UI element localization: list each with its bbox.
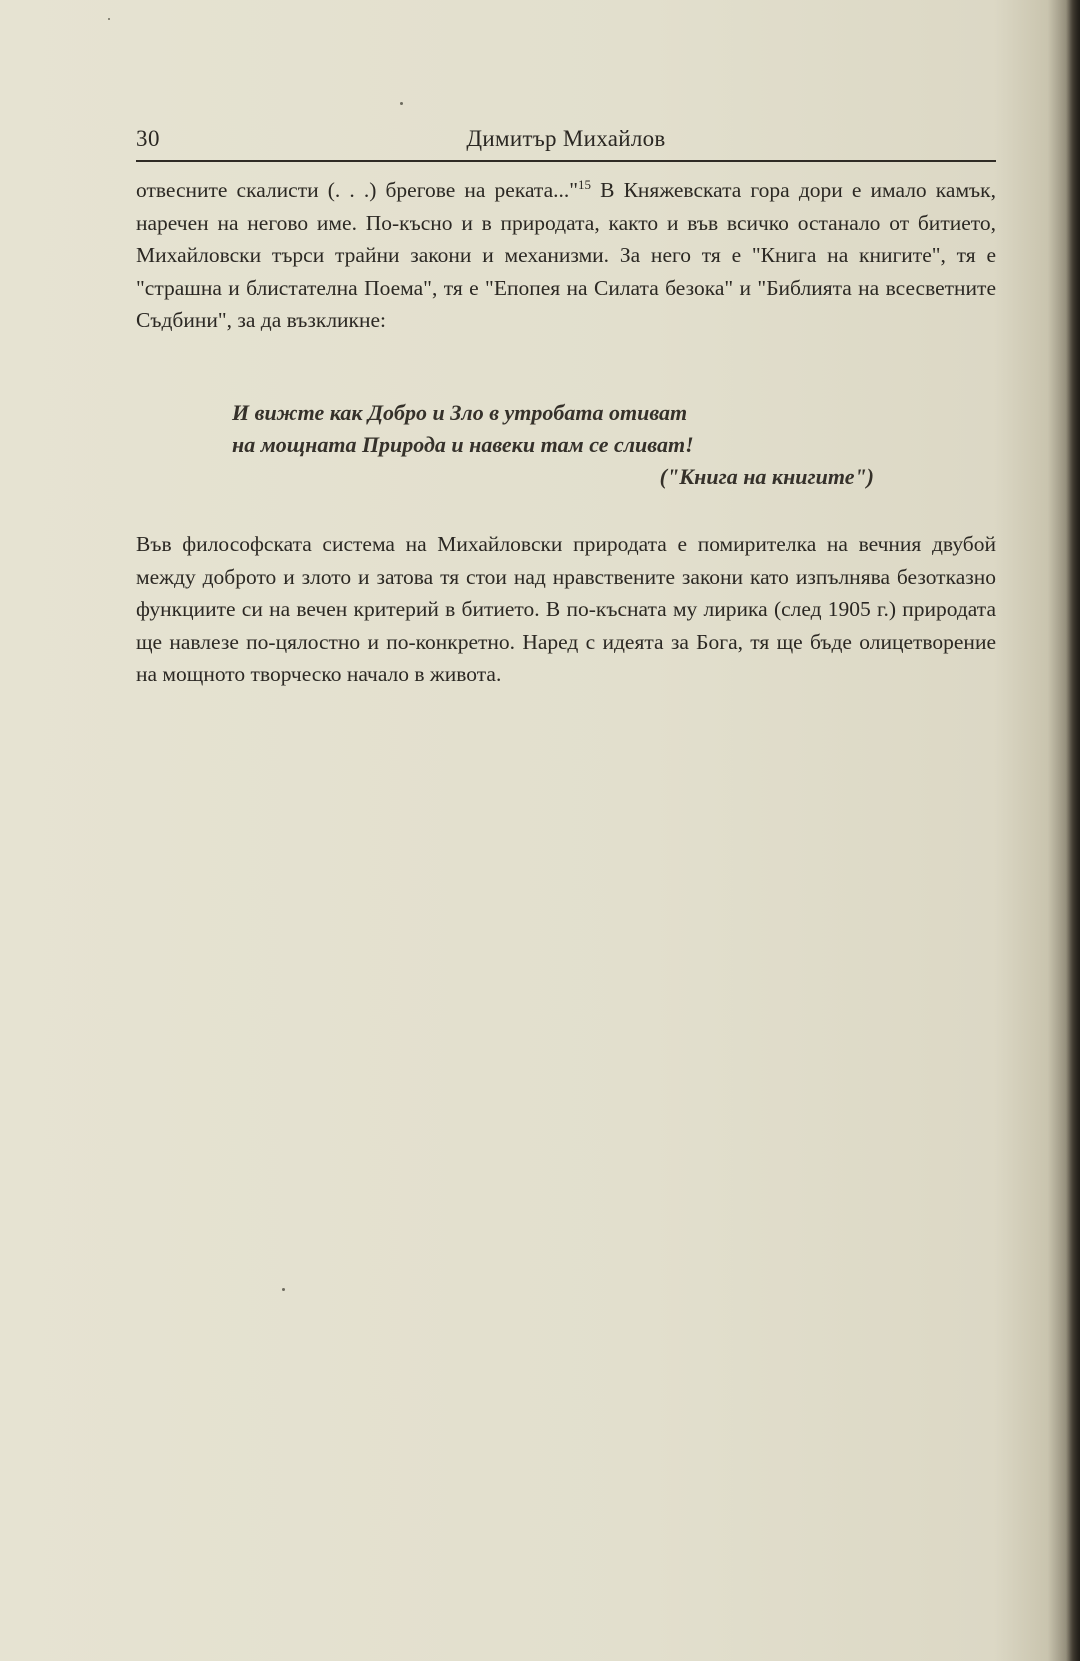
paper-speck xyxy=(400,102,403,105)
paragraph-1 xyxy=(136,174,996,337)
verse-line-2: на мощната Природа и навеки там се сливат! xyxy=(232,432,694,457)
paragraph-1-rest: В Княжевската гора дори е имало камък, наречен на негово име. По-късно и в природата, както и във всичко останало от битието, Михайловски търси трайни закони и механизми. За него тя е "Книга на книгите", тя е "страшна и блистателна Поема", тя е "Епопея на Силата безока" и "Библията на всесветните Съдбини", за да възкликне: xyxy=(136,178,996,332)
paragraph-2: Във философската система на Михайловски природата е помирителка на вечния двубой между доброто и злото и затова тя стои над нравствените закони като изпълнява безотказно функциите си на вечен критерий в битието. В по-късната му лирика (след 1905 г.) природата ще навлезе по-цялостно и по-конкретно. Наред с идеята за Бога, тя ще бъде олицетворение на мощното творческо начало в живота. xyxy=(136,532,996,686)
paragraph-1-start: отвесните скалисти (. . .) брегове на реката..." xyxy=(136,178,579,202)
page-number: 30 xyxy=(136,126,160,151)
verse-source: ("Книга на книгите") xyxy=(659,464,874,489)
page-edge-shadow xyxy=(1066,0,1080,1661)
verse-quote xyxy=(232,397,892,493)
paper-speck xyxy=(108,18,110,20)
footnote-reference: 15 xyxy=(578,176,592,192)
page-header xyxy=(136,124,996,162)
paper-speck xyxy=(282,1288,285,1291)
verse-line-1: И вижте как Добро и Зло в утробата отиват xyxy=(232,400,688,425)
running-title: Димитър Михайлов xyxy=(466,126,666,151)
